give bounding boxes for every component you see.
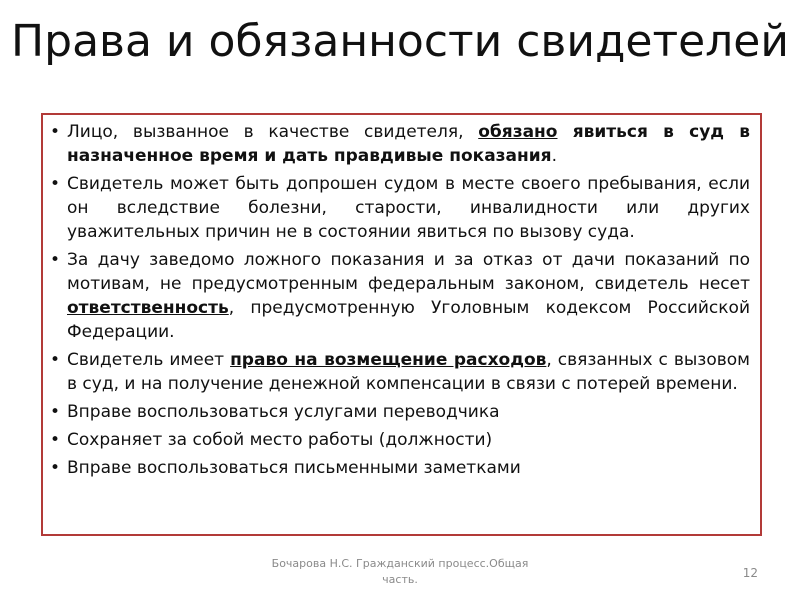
page-number: 12 — [742, 566, 758, 580]
bullet-item — [49, 348, 750, 396]
bullet-item — [49, 172, 750, 244]
bullet-text-segment: Вправе воспользоваться услугами переводчика — [67, 402, 500, 422]
bullet-text-segment: За дачу заведомо ложного показания и за отказ от дачи показаний по мотивам, не предусмотренным федеральным законом, свидетель несет — [67, 250, 750, 294]
bullet-text-segment: Сохраняет за собой место работы (должности) — [67, 430, 493, 450]
bullet-item — [49, 400, 750, 424]
bullet-text-segment: , предусмотренную Уголовным кодексом Российской Федерации. — [67, 298, 750, 342]
bullet-item — [49, 428, 750, 452]
bullet-item — [49, 120, 750, 168]
bullet-text-segment: обязано — [478, 122, 558, 142]
bullet-list — [49, 120, 750, 480]
bullet-item — [49, 456, 750, 480]
bullet-text-segment: явиться в суд в назначенное время и дать правдивые показания — [67, 122, 750, 166]
bullet-text-segment: . — [551, 146, 557, 166]
bullet-text-segment: Свидетель может быть допрошен судом в месте своего пребывания, если он вследствие болезни, старости, инвалидности или других уважительных причин не в состоянии явиться по вызову суда. — [67, 174, 750, 242]
bullet-text-segment: Свидетель имеет — [67, 350, 231, 370]
footer-text: Бочарова Н.С. Гражданский процесс.Общая часть. — [271, 557, 529, 586]
slide-title: Права и обязанности свидетелей — [11, 16, 789, 67]
content-box — [41, 113, 762, 536]
bullet-text-segment: Вправе воспользоваться письменными заметками — [67, 458, 521, 478]
bullet-text-segment: , связанных с вызовом в суд, и на получение денежной компенсации в связи с потерей времени. — [67, 350, 750, 394]
bullet-text-segment: Лицо, вызванное в качестве свидетеля, — [67, 122, 479, 142]
bullet-text-segment: ответственность — [67, 298, 229, 318]
bullet-item — [49, 248, 750, 344]
bullet-text-segment: право на возмещение расходов — [230, 350, 547, 370]
